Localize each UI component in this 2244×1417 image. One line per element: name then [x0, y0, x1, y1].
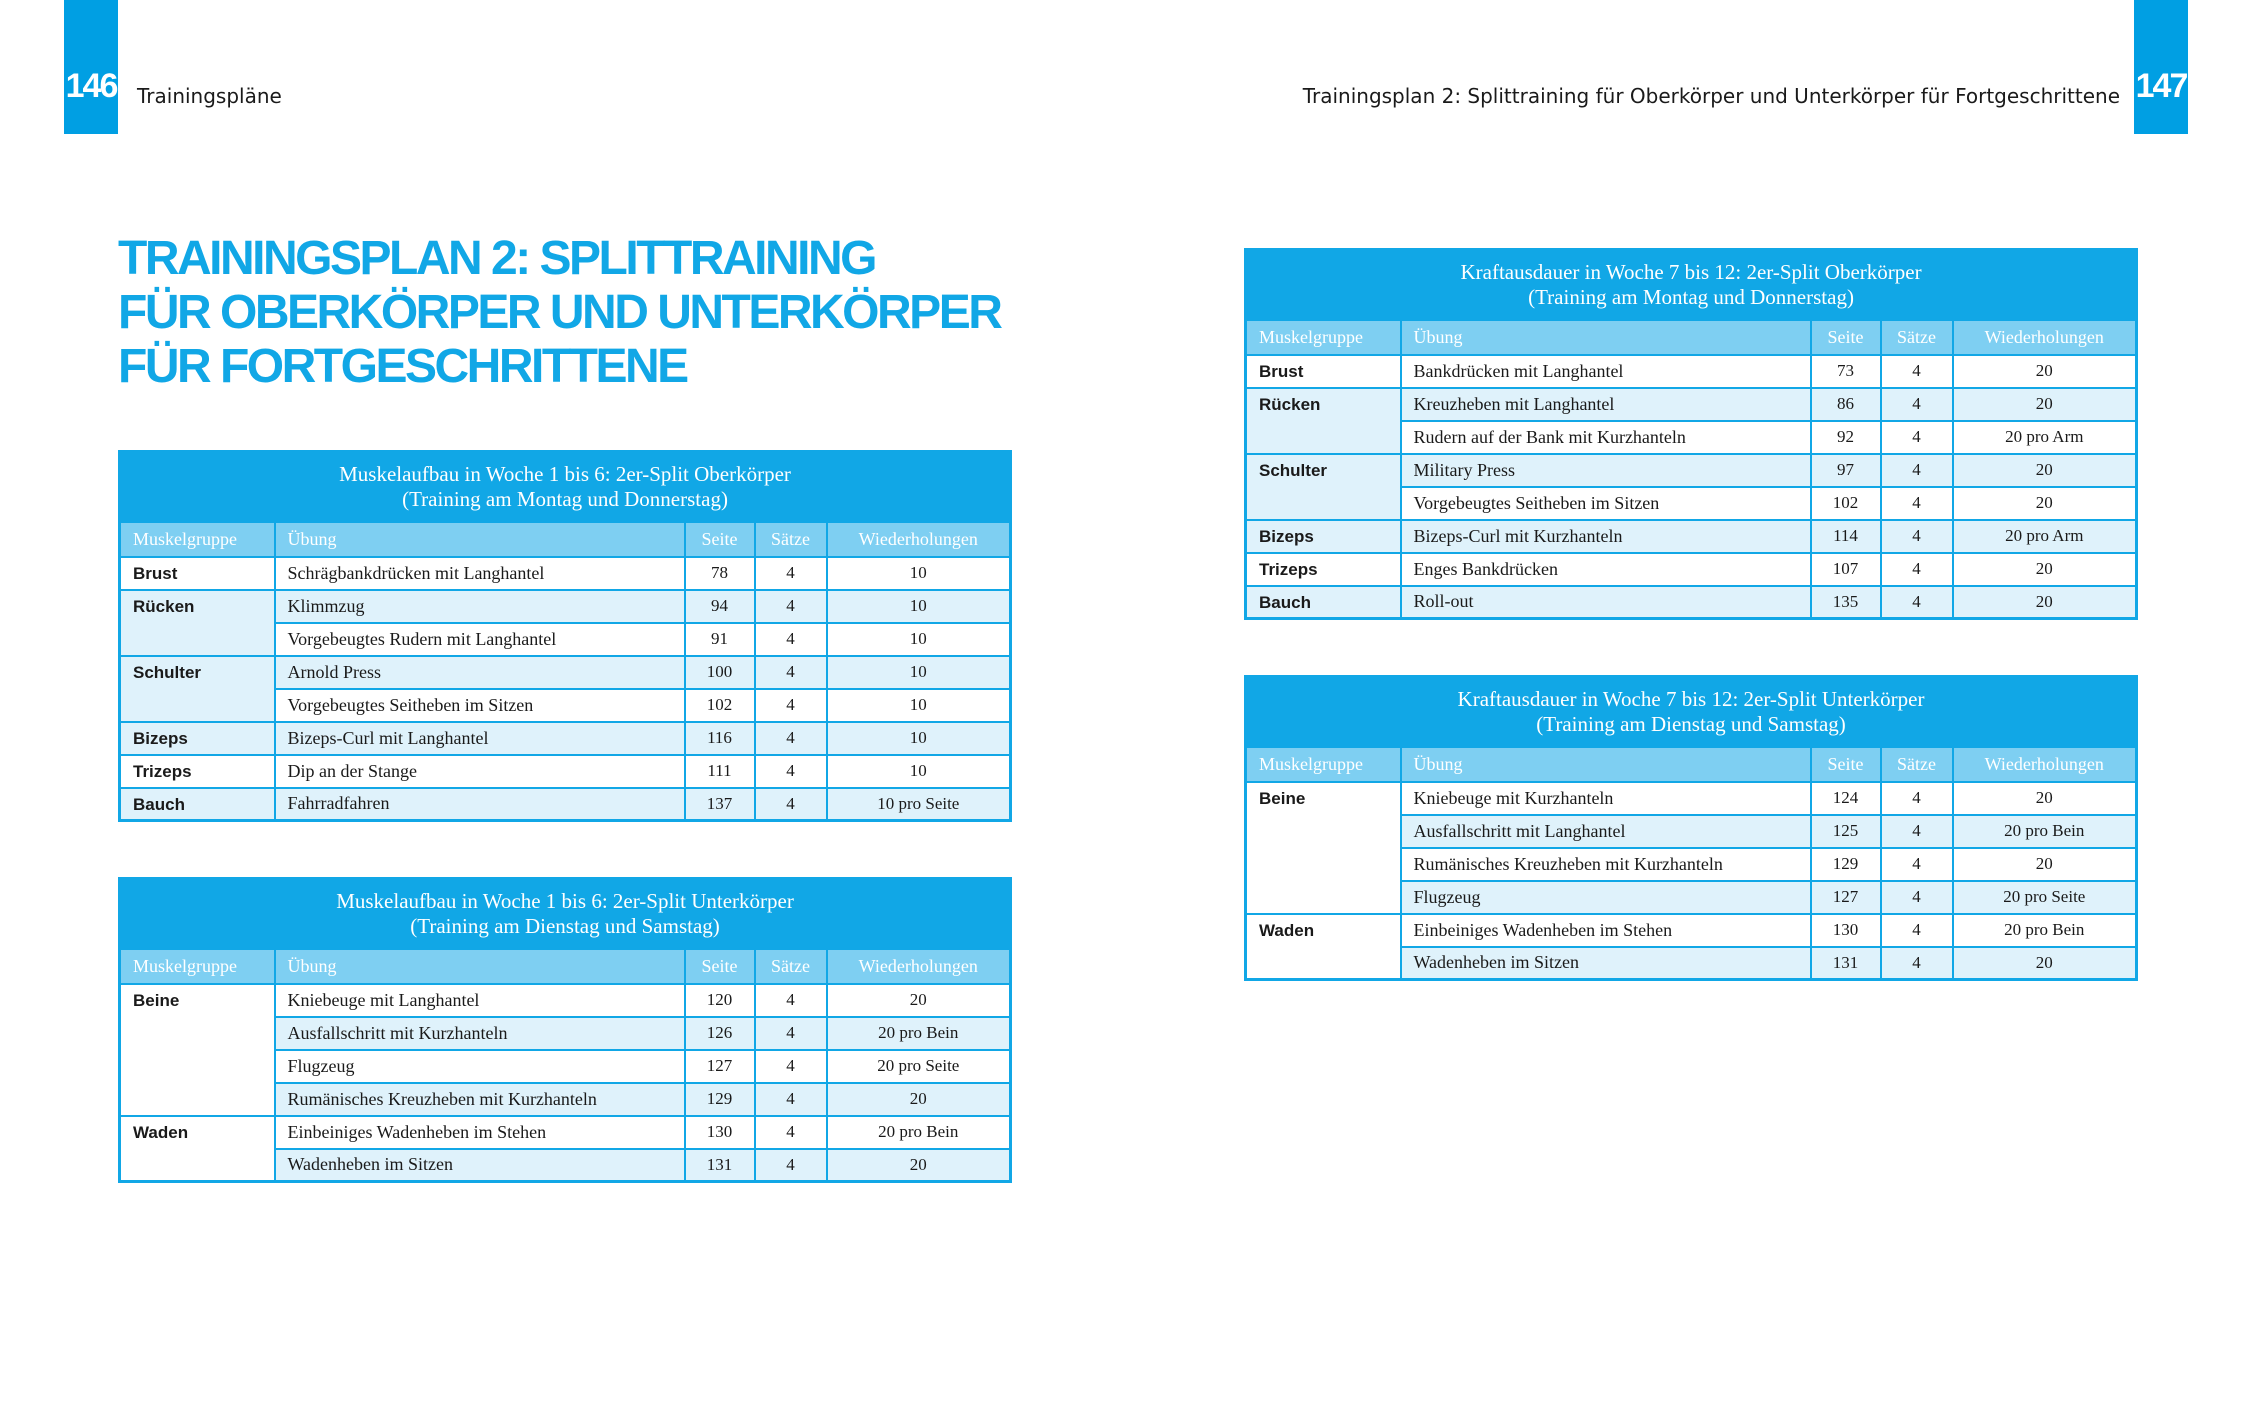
page-cell: 116	[685, 722, 755, 755]
exercise-cell: Flugzeug	[275, 1050, 685, 1083]
column-header-group: Muskelgruppe	[1246, 747, 1401, 782]
table-title	[120, 879, 1011, 949]
column-header-page: Seite	[1811, 320, 1881, 355]
exercise-cell: Fahrradfahren	[275, 788, 685, 821]
sets-cell: 4	[755, 1050, 827, 1083]
reps-cell: 20	[1953, 586, 2137, 619]
sets-cell: 4	[1881, 586, 1953, 619]
page-title-line: FÜR OBERKÖRPER UND UNTERKÖRPER	[118, 286, 1001, 339]
page-cell: 131	[1811, 947, 1881, 980]
page-cell: 129	[685, 1083, 755, 1116]
table-title-line: Kraftausdauer in Woche 7 bis 12: 2er-Split Unterkörper	[1457, 686, 1925, 711]
column-header-exercise: Übung	[1401, 320, 1811, 355]
table-row	[1246, 388, 2137, 421]
exercise-cell: Vorgebeugtes Seitheben im Sitzen	[275, 689, 685, 722]
training-table	[118, 450, 1012, 822]
reps-cell: 20	[1953, 848, 2137, 881]
page-title	[118, 232, 1038, 394]
table-title-line: Kraftausdauer in Woche 7 bis 12: 2er-Split Oberkörper	[1460, 259, 1922, 284]
reps-cell: 20	[1953, 947, 2137, 980]
column-header-exercise: Übung	[275, 949, 685, 984]
page-title-line: FÜR FORTGESCHRITTENE	[118, 340, 687, 393]
right-running-title: Trainingsplan 2: Splittraining für Oberkörper und Unterkörper für Fortgeschrittene	[1302, 84, 2120, 108]
right-page-tab	[2134, 0, 2188, 134]
left-page-tab	[64, 0, 118, 134]
reps-cell: 10	[827, 623, 1011, 656]
sets-cell: 4	[755, 1083, 827, 1116]
reps-cell: 20	[1953, 553, 2137, 586]
exercise-cell: Kniebeuge mit Langhantel	[275, 984, 685, 1017]
exercise-cell: Rudern auf der Bank mit Kurzhanteln	[1401, 421, 1811, 454]
sets-cell: 4	[755, 1116, 827, 1149]
table-subtitle-line: (Training am Dienstag und Samstag)	[1536, 711, 1846, 736]
exercise-cell: Wadenheben im Sitzen	[275, 1149, 685, 1182]
exercise-cell: Klimmzug	[275, 590, 685, 623]
reps-cell: 10	[827, 656, 1011, 689]
column-header-sets: Sätze	[1881, 320, 1953, 355]
muscle-group-cell: Schulter	[1246, 454, 1401, 520]
muscle-group-cell: Bauch	[1246, 586, 1401, 619]
page-cell: 135	[1811, 586, 1881, 619]
table-row	[1246, 782, 2137, 815]
table-row	[1246, 355, 2137, 388]
exercise-cell: Military Press	[1401, 454, 1811, 487]
exercise-cell: Dip an der Stange	[275, 755, 685, 788]
page-cell: 111	[685, 755, 755, 788]
reps-cell: 20 pro Arm	[1953, 421, 2137, 454]
column-header-sets: Sätze	[755, 522, 827, 557]
column-header-page: Seite	[685, 522, 755, 557]
reps-cell: 20	[1953, 388, 2137, 421]
exercise-cell: Bizeps-Curl mit Kurzhanteln	[1401, 520, 1811, 553]
page-cell: 92	[1811, 421, 1881, 454]
muscle-group-cell: Beine	[120, 984, 275, 1116]
sets-cell: 4	[1881, 520, 1953, 553]
reps-cell: 20	[1953, 782, 2137, 815]
table-row	[1246, 586, 2137, 619]
table-row	[120, 557, 1011, 590]
sets-cell: 4	[1881, 848, 1953, 881]
table-row	[120, 755, 1011, 788]
table-row	[1246, 914, 2137, 947]
exercise-cell: Ausfallschritt mit Langhantel	[1401, 815, 1811, 848]
training-table	[118, 877, 1012, 1183]
page-cell: 130	[1811, 914, 1881, 947]
reps-cell: 20 pro Seite	[827, 1050, 1011, 1083]
table-row	[120, 656, 1011, 689]
page-cell: 124	[1811, 782, 1881, 815]
reps-cell: 20 pro Arm	[1953, 520, 2137, 553]
reps-cell: 20 pro Seite	[1953, 881, 2137, 914]
page-cell: 137	[685, 788, 755, 821]
reps-cell: 20 pro Bein	[1953, 815, 2137, 848]
exercise-cell: Arnold Press	[275, 656, 685, 689]
reps-cell: 10	[827, 590, 1011, 623]
exercise-cell: Ausfallschritt mit Kurzhanteln	[275, 1017, 685, 1050]
muscle-group-cell: Rücken	[120, 590, 275, 656]
muscle-group-cell: Beine	[1246, 782, 1401, 914]
page-cell: 130	[685, 1116, 755, 1149]
table-row	[1246, 454, 2137, 487]
training-table	[1244, 675, 2138, 981]
column-header-group: Muskelgruppe	[120, 949, 275, 984]
sets-cell: 4	[1881, 454, 1953, 487]
reps-cell: 20	[1953, 454, 2137, 487]
page-cell: 129	[1811, 848, 1881, 881]
page-cell: 114	[1811, 520, 1881, 553]
column-header-group: Muskelgruppe	[1246, 320, 1401, 355]
reps-cell: 10	[827, 722, 1011, 755]
table-title-line: Muskelaufbau in Woche 1 bis 6: 2er-Split Oberkörper	[339, 461, 791, 486]
table-row	[120, 984, 1011, 1017]
exercise-cell: Wadenheben im Sitzen	[1401, 947, 1811, 980]
reps-cell: 20	[827, 1149, 1011, 1182]
sets-cell: 4	[1881, 914, 1953, 947]
exercise-cell: Kreuzheben mit Langhantel	[1401, 388, 1811, 421]
reps-cell: 10 pro Seite	[827, 788, 1011, 821]
table-title	[120, 452, 1011, 522]
sets-cell: 4	[755, 1149, 827, 1182]
sets-cell: 4	[755, 1017, 827, 1050]
reps-cell: 10	[827, 557, 1011, 590]
page-cell: 102	[685, 689, 755, 722]
page-cell: 102	[1811, 487, 1881, 520]
sets-cell: 4	[1881, 355, 1953, 388]
muscle-group-cell: Bizeps	[1246, 520, 1401, 553]
sets-cell: 4	[1881, 388, 1953, 421]
muscle-group-cell: Bizeps	[120, 722, 275, 755]
table-row	[1246, 553, 2137, 586]
table-subtitle-line: (Training am Montag und Donnerstag)	[402, 486, 728, 511]
column-header-exercise: Übung	[1401, 747, 1811, 782]
sets-cell: 4	[1881, 815, 1953, 848]
reps-cell: 20 pro Bein	[827, 1116, 1011, 1149]
table-title	[1246, 250, 2137, 320]
exercise-cell: Rumänisches Kreuzheben mit Kurzhanteln	[1401, 848, 1811, 881]
column-header-reps: Wiederholungen	[1953, 320, 2137, 355]
sets-cell: 4	[1881, 421, 1953, 454]
column-header-reps: Wiederholungen	[1953, 747, 2137, 782]
table-row	[120, 788, 1011, 821]
reps-cell: 20 pro Bein	[827, 1017, 1011, 1050]
column-header-page: Seite	[685, 949, 755, 984]
sets-cell: 4	[755, 623, 827, 656]
page-cell: 126	[685, 1017, 755, 1050]
page-cell: 127	[1811, 881, 1881, 914]
sets-cell: 4	[1881, 553, 1953, 586]
reps-cell: 20 pro Bein	[1953, 914, 2137, 947]
table-row	[1246, 520, 2137, 553]
exercise-cell: Rumänisches Kreuzheben mit Kurzhanteln	[275, 1083, 685, 1116]
exercise-cell: Einbeiniges Wadenheben im Stehen	[1401, 914, 1811, 947]
column-header-group: Muskelgruppe	[120, 522, 275, 557]
column-header-page: Seite	[1811, 747, 1881, 782]
sets-cell: 4	[1881, 782, 1953, 815]
muscle-group-cell: Rücken	[1246, 388, 1401, 454]
sets-cell: 4	[755, 557, 827, 590]
page-cell: 73	[1811, 355, 1881, 388]
column-header-sets: Sätze	[1881, 747, 1953, 782]
right-page-number: 147	[2135, 67, 2187, 105]
table-row	[120, 590, 1011, 623]
table-row	[120, 722, 1011, 755]
training-table	[1244, 248, 2138, 620]
sets-cell: 4	[1881, 487, 1953, 520]
sets-cell: 4	[755, 689, 827, 722]
exercise-cell: Bizeps-Curl mit Langhantel	[275, 722, 685, 755]
page-cell: 131	[685, 1149, 755, 1182]
table-title	[1246, 677, 2137, 747]
page-cell: 97	[1811, 454, 1881, 487]
page-cell: 86	[1811, 388, 1881, 421]
reps-cell: 20	[827, 984, 1011, 1017]
table-row	[120, 1116, 1011, 1149]
exercise-cell: Einbeiniges Wadenheben im Stehen	[275, 1116, 685, 1149]
sets-cell: 4	[755, 984, 827, 1017]
exercise-cell: Enges Bankdrücken	[1401, 553, 1811, 586]
reps-cell: 20	[1953, 487, 2137, 520]
sets-cell: 4	[755, 788, 827, 821]
muscle-group-cell: Bauch	[120, 788, 275, 821]
muscle-group-cell: Trizeps	[120, 755, 275, 788]
exercise-cell: Schrägbankdrücken mit Langhantel	[275, 557, 685, 590]
column-header-sets: Sätze	[755, 949, 827, 984]
sets-cell: 4	[755, 722, 827, 755]
exercise-cell: Roll-out	[1401, 586, 1811, 619]
exercise-cell: Vorgebeugtes Rudern mit Langhantel	[275, 623, 685, 656]
reps-cell: 20	[827, 1083, 1011, 1116]
exercise-cell: Kniebeuge mit Kurzhanteln	[1401, 782, 1811, 815]
muscle-group-cell: Brust	[1246, 355, 1401, 388]
sets-cell: 4	[755, 755, 827, 788]
left-page-number: 146	[65, 67, 117, 105]
reps-cell: 20	[1953, 355, 2137, 388]
page-cell: 127	[685, 1050, 755, 1083]
left-running-title: Trainingspläne	[137, 84, 282, 108]
table-subtitle-line: (Training am Dienstag und Samstag)	[410, 913, 720, 938]
page-cell: 91	[685, 623, 755, 656]
sets-cell: 4	[1881, 947, 1953, 980]
column-header-reps: Wiederholungen	[827, 522, 1011, 557]
page-cell: 78	[685, 557, 755, 590]
sets-cell: 4	[1881, 881, 1953, 914]
sets-cell: 4	[755, 656, 827, 689]
page-cell: 120	[685, 984, 755, 1017]
column-header-reps: Wiederholungen	[827, 949, 1011, 984]
page-title-line: TRAININGSPLAN 2: SPLITTRAINING	[118, 232, 876, 285]
table-subtitle-line: (Training am Montag und Donnerstag)	[1528, 284, 1854, 309]
muscle-group-cell: Schulter	[120, 656, 275, 722]
page-cell: 94	[685, 590, 755, 623]
muscle-group-cell: Waden	[120, 1116, 275, 1182]
reps-cell: 10	[827, 755, 1011, 788]
muscle-group-cell: Trizeps	[1246, 553, 1401, 586]
exercise-cell: Vorgebeugtes Seitheben im Sitzen	[1401, 487, 1811, 520]
column-header-exercise: Übung	[275, 522, 685, 557]
page-cell: 107	[1811, 553, 1881, 586]
muscle-group-cell: Brust	[120, 557, 275, 590]
sets-cell: 4	[755, 590, 827, 623]
page-cell: 125	[1811, 815, 1881, 848]
exercise-cell: Bankdrücken mit Langhantel	[1401, 355, 1811, 388]
exercise-cell: Flugzeug	[1401, 881, 1811, 914]
table-title-line: Muskelaufbau in Woche 1 bis 6: 2er-Split Unterkörper	[336, 888, 794, 913]
page-cell: 100	[685, 656, 755, 689]
muscle-group-cell: Waden	[1246, 914, 1401, 980]
reps-cell: 10	[827, 689, 1011, 722]
